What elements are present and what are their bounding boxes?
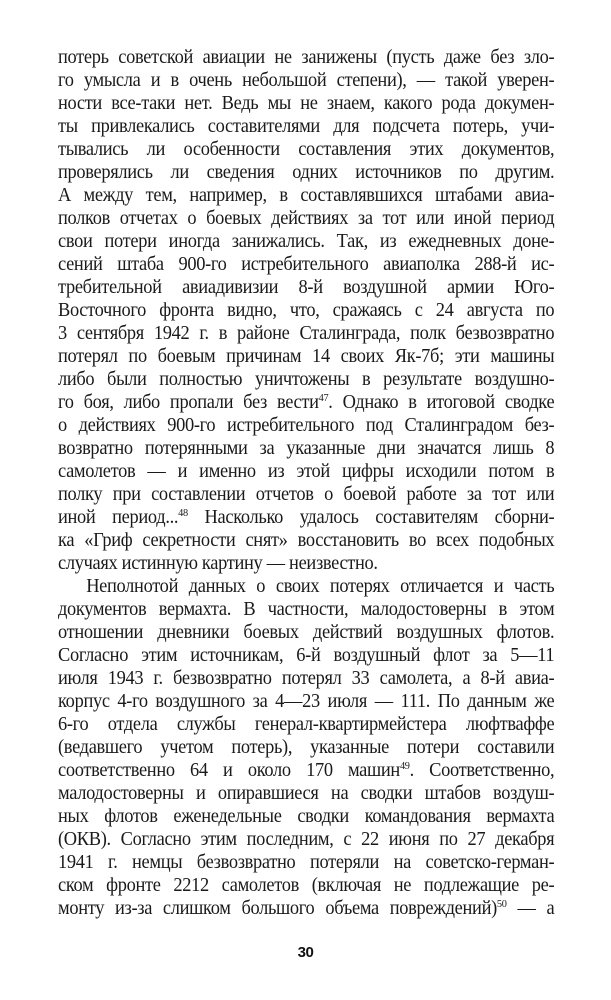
text-line [58,897,554,920]
page-body [58,46,554,920]
text-line: ты привлекались составителями для подсчета потерь, учи- [58,116,555,137]
text-line: Согласно этим источникам, 6-й воздушный флот за 5—11 [58,645,555,666]
text-line: (ОКВ). Согласно этим последним, с 22 июня по 27 декабря [58,829,555,850]
text-line: 1941 г. немцы безвозвратно потеряли на советско-герман- [58,852,555,873]
text-line: (ведавшего учетом потерь), указанные потери составили [58,737,555,758]
text-line: 6-го отдела службы генерал-квартирмейстера люфтваффе [58,714,555,735]
text-line: Восточного фронта видно, что, сражаясь с 24 августа по [58,300,555,321]
text-line: о действиях 900-го истребительного под Сталинградом без- [58,415,555,436]
text-line: ка «Гриф секретности снят» восстановить во всех подобных [58,530,555,551]
text-line: либо были полностью уничтожены в результате воздушно- [58,369,555,390]
footnote-ref-48[interactable]: 48 [178,507,188,519]
footnote-ref-47[interactable]: 47 [318,392,329,404]
text-line [58,391,554,414]
text-line: случаях истинную картину — неизвестно. [58,553,378,574]
text-line: самолетов — и именно из этой цифры исходили потом в [58,461,555,482]
line-text: соответственно 64 и около 170 машин [58,760,400,781]
text-line: проверялись ли сведения одних источников по другим. [58,162,555,183]
text-line: потерь советской авиации не занижены (пусть даже без зло- [58,47,555,68]
text-line: требительной авиадивизии 8-й воздушной армии Юго- [58,277,555,298]
text-line: корпус 4-го воздушного за 4—23 июля — 111. По данным же [58,691,555,712]
line-text: . Соответственно, [409,760,555,781]
text-line: сений штаба 900-го истребительного авиаполка 288-й ис- [58,254,555,275]
line-text: — а [506,898,555,919]
text-line: возвратно потерянными за указанные дни значатся лишь 8 [58,438,555,459]
text-line: ском фронте 2212 самолетов (включая не подлежащие ре- [58,875,555,896]
text-line: полку при составлении отчетов о боевой работе за тот или [58,484,555,505]
text-line: малодостоверны и опиравшиеся на сводки штабов воздуш- [58,783,555,804]
text-line [58,759,554,782]
text-line [58,506,554,529]
footnote-ref-49[interactable]: 49 [399,760,410,772]
text-line: июля 1943 г. безвозвратно потерял 33 самолета, а 8-й авиа- [58,668,555,689]
text-line: ных флотов еженедельные сводки командования вермахта [58,806,555,827]
text-line: го умысла и в очень небольшой степени), — такой уверен- [58,70,555,91]
text-line: отношении дневники боевых действий воздушных флотов. [58,622,555,643]
text-line: потерял по боевым причинам 14 своих Як-7б; эти машины [58,346,555,367]
footnote-ref-50[interactable]: 50 [496,898,507,910]
line-text: иной период... [58,507,179,528]
text-line: тывались ли особенности составления этих документов, [58,139,555,160]
line-text: го боя, либо пропали без вести [58,392,319,413]
text-line: полков отчетах о боевых действиях за тот или иной период [58,208,555,229]
text-line: документов вермахта. В частности, малодостоверны в этом [58,599,555,620]
page-number: 30 [297,944,314,961]
line-text: монту из-за слишком большого объема повреждений) [58,898,497,919]
text-line: свои потери иногда занижались. Так, из ежедневных доне- [58,231,555,252]
text-line: А между тем, например, в составлявшихся штабами авиа- [58,185,555,206]
text-line: 3 сентября 1942 г. в районе Сталинграда, полк безвозвратно [58,323,555,344]
line-text: Насколько удалось составителям сборни- [187,507,555,528]
line-text: . Однако в итоговой сводке [328,392,555,413]
text-line: ности все-таки нет. Ведь мы не знаем, какого рода докумен- [58,93,555,114]
paragraph-first-line: Неполнотой данных о своих потерях отличается и часть [86,576,555,597]
